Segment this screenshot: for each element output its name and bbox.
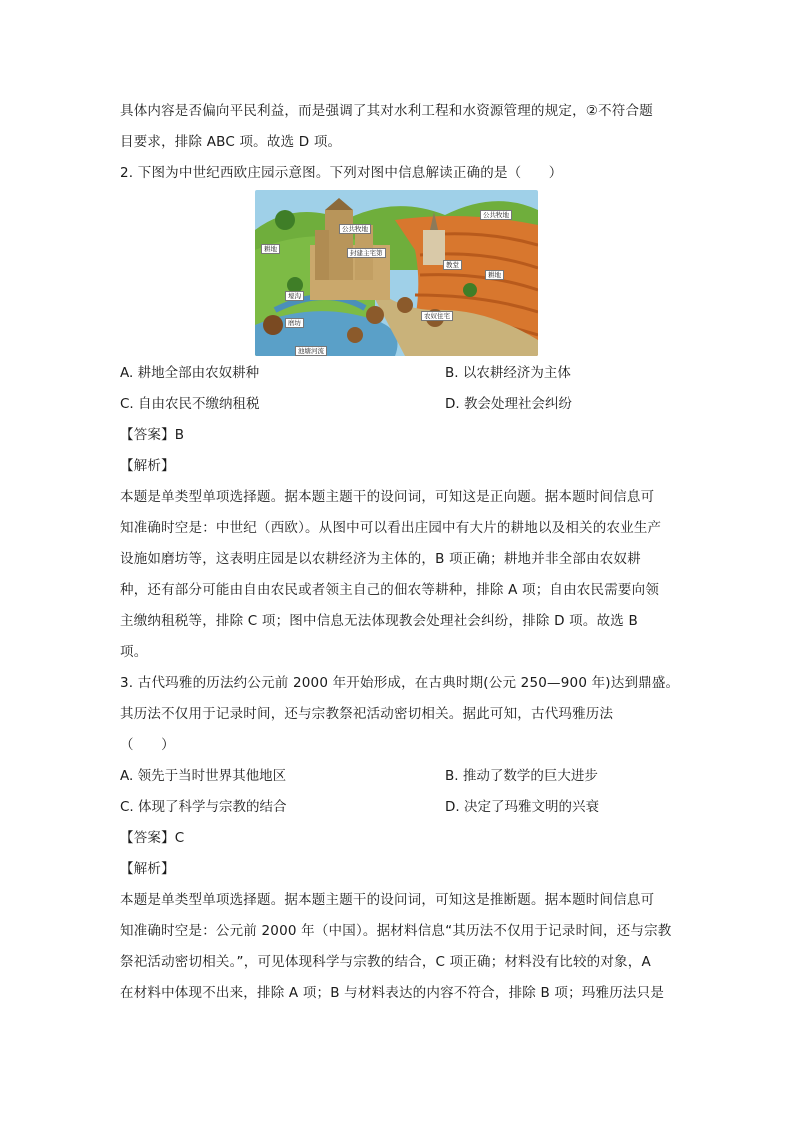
label-moat: 壕沟 [285, 291, 304, 301]
label-church: 教堂 [443, 260, 462, 270]
q3-option-b: B. 推动了数学的巨大进步 [445, 768, 598, 784]
text-line: 知准确时空是：公元前 2000 年（中国）。据材料信息“其历法不仅用于记录时间，还与宗教 [120, 923, 672, 939]
q2-analysis-heading: 【解析】 [120, 458, 175, 474]
text-line: 种，还有部分可能由自由农民或者领主自己的佃农等耕种，排除 A 项；自由农民需要向领 [120, 582, 660, 598]
q2-option-d: D. 教会处理社会纠纷 [445, 396, 572, 412]
q3-option-a: A. 领先于当时世界其他地区 [120, 768, 287, 784]
q2-option-a: A. 耕地全部由农奴耕种 [120, 365, 260, 381]
q3-answer: 【答案】C [120, 830, 185, 846]
q2-option-b: B. 以农耕经济为主体 [445, 365, 571, 381]
label-commons-left: 公共牧地 [339, 224, 371, 234]
label-peasant-houses: 农奴住宅 [421, 311, 453, 321]
text-line: 设施如磨坊等，这表明庄园是以农耕经济为主体的，B 项正确；耕地并非全部由农奴耕 [120, 551, 641, 567]
text-line: 知准确时空是：中世纪（西欧）。从图中可以看出庄园中有大片的耕地以及相关的农业生产 [120, 520, 662, 536]
q3-option-d: D. 决定了玛雅文明的兴衰 [445, 799, 599, 815]
text-line: 其历法不仅用于记录时间，还与宗教祭祀活动密切相关。据此可知，古代玛雅历法 [120, 706, 614, 722]
text-line: 在材料中体现不出来，排除 A 项；B 与材料表达的内容不符合，排除 B 项；玛雅历法只是 [120, 985, 665, 1001]
text-line: 项。 [120, 644, 148, 660]
q3-analysis-heading: 【解析】 [120, 861, 175, 877]
text-line: 祭祀活动密切相关。”，可见体现科学与宗教的结合，C 项正确；材料没有比较的对象，A [120, 954, 651, 970]
text-line: 具体内容是否偏向平民利益，而是强调了其对水利工程和水资源管理的规定，②不符合题 [120, 103, 653, 119]
question-3-stem: 3. 古代玛雅的历法约公元前 2000 年开始形成，在古典时期(公元 250—900 年)达到鼎盛。 [120, 675, 680, 691]
text-line: 本题是单类型单项选择题。据本题主题干的设问词，可知这是推断题。据本题时间信息可 [120, 892, 655, 908]
text-line: 本题是单类型单项选择题。据本题主题干的设问词，可知这是正向题。据本题时间信息可 [120, 489, 655, 505]
q2-answer: 【答案】B [120, 427, 185, 443]
label-farmland-left: 耕地 [261, 244, 280, 254]
text-line: （ ） [120, 737, 175, 753]
label-commons-right: 公共牧地 [480, 210, 512, 220]
manor-illustration [255, 190, 538, 356]
label-lord-house: 封建主宅第 [347, 248, 386, 258]
q3-option-c: C. 体现了科学与宗教的结合 [120, 799, 287, 815]
label-farmland-right: 耕地 [485, 270, 504, 280]
q2-option-c: C. 自由农民不缴纳租税 [120, 396, 260, 412]
text-line: 主缴纳租税等，排除 C 项；图中信息无法体现教会处理社会纠纷，排除 D 项。故选 B [120, 613, 638, 629]
label-river: 池塘河流 [295, 346, 327, 356]
question-2-stem: 2. 下图为中世纪西欧庄园示意图。下列对图中信息解读正确的是（ ） [120, 165, 563, 181]
label-mill: 磨坊 [285, 318, 304, 328]
text-line: 目要求，排除 ABC 项。故选 D 项。 [120, 134, 342, 150]
